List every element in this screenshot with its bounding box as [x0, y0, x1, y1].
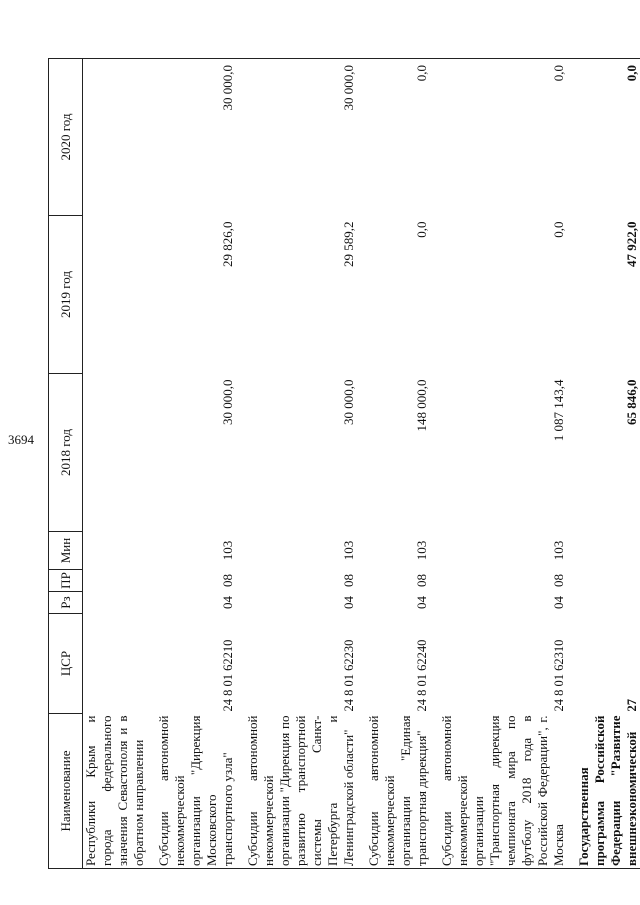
header-csr: ЦСР — [49, 614, 83, 714]
header-min: Мин — [49, 532, 83, 570]
cell-2019: 0,0 — [551, 221, 566, 238]
cell-rz: 04 — [414, 596, 429, 609]
table-row — [83, 59, 157, 869]
cell-csr: 27 — [625, 699, 639, 712]
cell-2019: 29 826,0 — [220, 221, 235, 267]
cell-pr: 08 — [220, 574, 235, 587]
page-number: 3694 — [8, 432, 34, 447]
table-row — [439, 59, 576, 869]
table-row — [245, 59, 366, 869]
cell-pr: 08 — [551, 574, 566, 587]
cell-2018: 30 000,0 — [220, 379, 235, 425]
cell-name: Субсидии автономной некоммерческой организации "Дирекция по развитию транспортной системы Санкт-Петербурга и Ленинградской области" — [245, 714, 366, 869]
cell-2018: 1 087 143,4 — [551, 379, 566, 442]
cell-2018 — [83, 374, 157, 532]
cell-2020: 30 000,0 — [245, 59, 366, 216]
header-2020: 2020 год — [49, 59, 83, 216]
cell-2018: 148 000,0 — [414, 379, 429, 432]
cell-min: 103 — [341, 540, 356, 561]
cell-2020: 30 000,0 — [156, 59, 245, 216]
cell-csr — [83, 614, 157, 714]
cell-2020: 0,0 — [576, 59, 640, 216]
header-name: Наименование — [49, 714, 83, 869]
table-header — [49, 59, 83, 869]
cell-2020: 0,0 — [366, 59, 439, 216]
cell-2020 — [83, 59, 157, 216]
cell-pr: 08 — [341, 574, 356, 587]
cell-pr — [83, 570, 157, 592]
cell-2019: 0,0 — [414, 221, 429, 238]
cell-csr: 24 8 01 62210 — [221, 639, 235, 712]
cell-2019: 29 589,2 — [341, 221, 356, 267]
cell-2018: 65 846,0 — [624, 379, 639, 425]
cell-name: Субсидии автономной некоммерческой организации "Транспортная дирекция чемпионата мира по футболу 2018 года в Российской Федерации", г. Москва — [439, 714, 576, 869]
cell-2020: 0,0 — [439, 59, 576, 216]
cell-min: 103 — [551, 540, 566, 561]
header-pr: ПР — [49, 570, 83, 592]
cell-rz: 04 — [341, 596, 356, 609]
table-row — [366, 59, 439, 869]
cell-pr: 08 — [414, 574, 429, 587]
cell-rz — [83, 592, 157, 614]
cell-2019 — [83, 216, 157, 374]
table-body — [83, 59, 640, 869]
cell-min: 103 — [414, 540, 429, 561]
cell-pr — [576, 570, 640, 592]
cell-2019: 47 922,0 — [624, 221, 639, 267]
cell-min — [576, 532, 640, 570]
cell-min — [83, 532, 157, 570]
budget-table — [48, 58, 640, 869]
table-row — [576, 59, 640, 869]
cell-csr: 24 8 01 62310 — [552, 639, 566, 712]
cell-rz — [576, 592, 640, 614]
table-row — [156, 59, 245, 869]
cell-csr: 24 8 01 62230 — [342, 639, 356, 712]
cell-name: Государственная программа Российской Федерации "Развитие внешнеэкономической — [576, 714, 640, 869]
header-2019: 2019 год — [49, 216, 83, 374]
header-rz: Рз — [49, 592, 83, 614]
header-2018: 2018 год — [49, 374, 83, 532]
header-row — [49, 59, 83, 869]
cell-2018: 30 000,0 — [341, 379, 356, 425]
cell-name: Субсидии автономной некоммерческой организации "Единая транспортная дирекция" — [366, 714, 439, 869]
cell-csr: 24 8 01 62240 — [415, 639, 429, 712]
cell-name: Субсидии автономной некоммерческой организации "Дирекция Московского транспортного узла" — [156, 714, 245, 869]
cell-min: 103 — [220, 540, 235, 561]
cell-name: Республики Крым и города федерального значения Севастополя и в обратном направлении — [83, 714, 157, 869]
cell-rz: 04 — [220, 596, 235, 609]
cell-rz: 04 — [551, 596, 566, 609]
rotated-table-container — [48, 59, 639, 869]
